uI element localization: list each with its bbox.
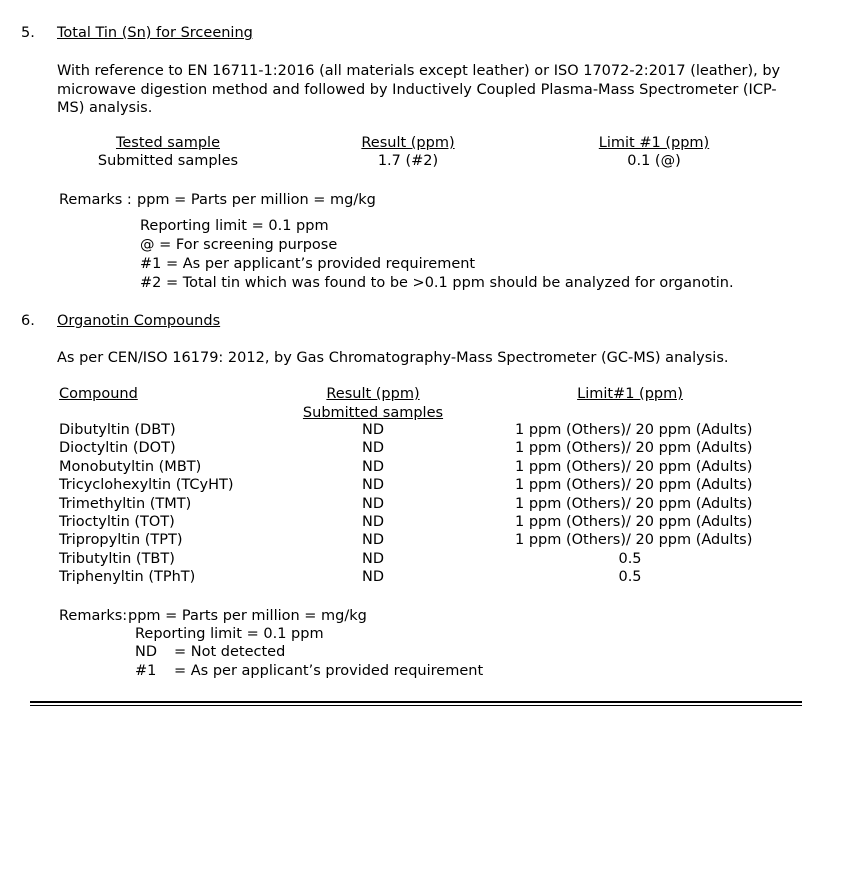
compound-result: ND [361, 496, 384, 512]
footer-double-rule-top [30, 701, 802, 703]
footer-double-rule-bottom [30, 705, 802, 706]
table-header-limit: Limit #1 (ppm) [598, 135, 710, 151]
remarks-label: Remarks : [59, 192, 132, 208]
compound-result: ND [361, 514, 384, 530]
remarks-line-value: = As per applicant’s provided requirement [174, 663, 484, 679]
table-header-limit: Limit#1 (ppm) [577, 386, 683, 402]
compound-name: Tripropyltin (TPT) [59, 532, 183, 548]
compound-limit: 0.5 [618, 551, 642, 567]
table-header-result: Result (ppm) [326, 386, 420, 402]
section-6-title: Organotin Compounds [57, 313, 221, 329]
compound-result: ND [361, 459, 384, 475]
remarks-line: @ = For screening purpose [140, 237, 338, 253]
compound-limit: 1 ppm (Others)/ 20 ppm (Adults) [515, 459, 753, 475]
compound-limit: 1 ppm (Others)/ 20 ppm (Adults) [515, 422, 753, 438]
remarks-first-line: ppm = Parts per million = mg/kg [128, 608, 367, 624]
compound-name: Monobutyltin (MBT) [59, 459, 202, 475]
compound-limit: 1 ppm (Others)/ 20 ppm (Adults) [515, 532, 753, 548]
remarks-first-line: ppm = Parts per million = mg/kg [137, 192, 376, 208]
compound-name: Trimethyltin (TMT) [59, 496, 192, 512]
table-header-tested-sample: Tested sample [115, 135, 220, 151]
section-5-number: 5. [21, 25, 35, 41]
compound-result: ND [361, 532, 384, 548]
compound-name: Tricyclohexyltin (TCyHT) [59, 477, 234, 493]
section-6-description: As per CEN/ISO 16179: 2012, by Gas Chromatography-Mass Spectrometer (GC-MS) analysis. [57, 350, 729, 366]
compound-limit: 0.5 [618, 569, 642, 585]
table-header-compound: Compound [59, 386, 138, 402]
section-6-number: 6. [21, 313, 35, 329]
table-subheader-submitted-samples: Submitted samples [302, 405, 444, 421]
compound-result: ND [361, 569, 384, 585]
compound-name: Tributyltin (TBT) [59, 551, 175, 567]
remarks-line: #1 = As per applicant’s provided requirement [140, 256, 476, 272]
table-header-result: Result (ppm) [361, 135, 455, 151]
compound-result: ND [361, 440, 384, 456]
remarks-line-key: ND [135, 644, 158, 660]
table-cell-result: 1.7 (#2) [377, 153, 439, 169]
remarks-label: Remarks: [59, 608, 128, 624]
compound-limit: 1 ppm (Others)/ 20 ppm (Adults) [515, 496, 753, 512]
section-5-description: With reference to EN 16711-1:2016 (all materials except leather) or ISO 17072-2:2017 (leather), by microwave digestion method and followed by Inductively Coupled Plasma-Mass Spectrometer (ICP-MS) analysis. [57, 63, 781, 116]
compound-limit: 1 ppm (Others)/ 20 ppm (Adults) [515, 440, 753, 456]
compound-name: Trioctyltin (TOT) [59, 514, 175, 530]
section-5-title: Total Tin (Sn) for Srceening [57, 25, 253, 41]
compound-result: ND [361, 551, 384, 567]
compound-name: Dibutyltin (DBT) [59, 422, 176, 438]
compound-result: ND [361, 422, 384, 438]
remarks-line-key: Reporting limit = 0.1 ppm [135, 626, 324, 642]
table-cell-sample: Submitted samples [97, 153, 239, 169]
compound-result: ND [361, 477, 384, 493]
compound-name: Triphenyltin (TPhT) [59, 569, 196, 585]
remarks-line-value: = Not detected [174, 644, 286, 660]
table-cell-limit: 0.1 (@) [627, 153, 681, 169]
remarks-line: #2 = Total tin which was found to be >0.1 ppm should be analyzed for organotin. [140, 275, 734, 291]
remarks-line-key: #1 [135, 663, 157, 679]
compound-limit: 1 ppm (Others)/ 20 ppm (Adults) [515, 514, 753, 530]
compound-limit: 1 ppm (Others)/ 20 ppm (Adults) [515, 477, 753, 493]
remarks-line: Reporting limit = 0.1 ppm [140, 218, 329, 234]
compound-name: Dioctyltin (DOT) [59, 440, 176, 456]
